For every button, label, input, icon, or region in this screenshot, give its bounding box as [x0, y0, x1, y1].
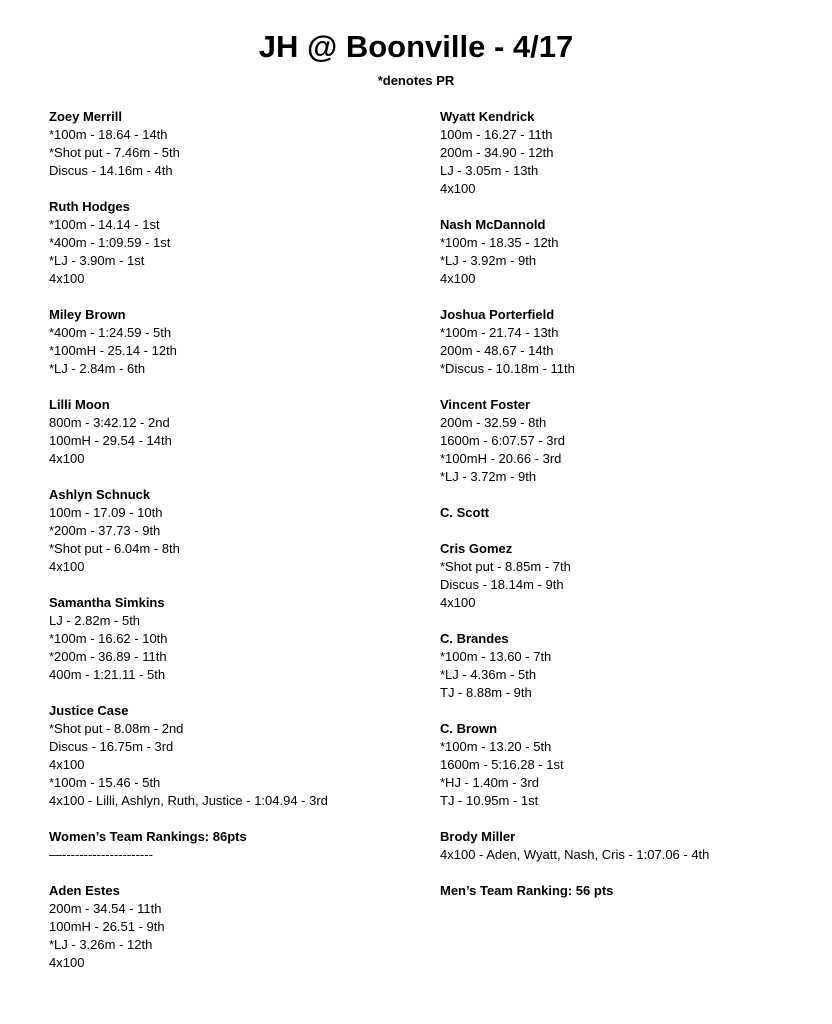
left-column	[49, 108, 419, 972]
event-result: *200m - 36.89 - 11th	[49, 649, 167, 664]
event-result: 4x100	[49, 955, 85, 970]
event-result: 4x100	[440, 595, 476, 610]
athlete-name: Vincent Foster	[440, 397, 531, 412]
event-result: *100m - 14.14 - 1st	[49, 217, 160, 232]
athlete-name: Justice Case	[49, 703, 129, 718]
right-column	[440, 108, 810, 900]
event-result: *LJ - 4.36m - 5th	[440, 667, 537, 682]
athlete-name: Lilli Moon	[49, 397, 110, 412]
event-result: *Shot put - 8.85m - 7th	[440, 559, 571, 574]
event-result: Discus - 14.16m - 4th	[49, 163, 173, 178]
athlete-block	[440, 216, 810, 288]
athlete-name: C. Scott	[440, 505, 490, 520]
event-result: TJ - 10.95m - 1st	[440, 793, 539, 808]
men-team-ranking: Men’s Team Ranking: 56 pts	[440, 883, 614, 898]
event-result: 4x100	[49, 559, 85, 574]
event-result: *100mH - 20.66 - 3rd	[440, 451, 562, 466]
event-result: 1600m - 6:07.57 - 3rd	[440, 433, 566, 448]
athlete-name: Brody Miller	[440, 829, 516, 844]
event-result: 200m - 34.54 - 11th	[49, 901, 162, 916]
event-result: 800m - 3:42.12 - 2nd	[49, 415, 170, 430]
event-result: *100m - 18.64 - 14th	[49, 127, 168, 142]
athlete-block	[49, 702, 419, 792]
athlete-name: Zoey Merrill	[49, 109, 122, 124]
event-result: Discus - 18.14m - 9th	[440, 577, 564, 592]
event-result: 100mH - 29.54 - 14th	[49, 433, 172, 448]
athlete-name: C. Brown	[440, 721, 498, 736]
event-result: *LJ - 3.72m - 9th	[440, 469, 537, 484]
event-result: 200m - 34.90 - 12th	[440, 145, 554, 160]
event-result: *LJ - 3.92m - 9th	[440, 253, 537, 268]
event-result: *400m - 1:24.59 - 5th	[49, 325, 172, 340]
athlete-name: Wyatt Kendrick	[440, 109, 535, 124]
athlete-block	[440, 828, 810, 846]
athlete-name: Samantha Simkins	[49, 595, 165, 610]
event-result: Discus - 16.75m - 3rd	[49, 739, 174, 754]
athlete-block	[49, 108, 419, 180]
event-result: 100m - 16.27 - 11th	[440, 127, 553, 142]
event-result: *400m - 1:09.59 - 1st	[49, 235, 171, 250]
athlete-block	[49, 882, 419, 972]
athlete-block	[440, 720, 810, 810]
athlete-name: C. Brandes	[440, 631, 509, 646]
event-result: 200m - 48.67 - 14th	[440, 343, 554, 358]
event-result: 4x100	[49, 271, 85, 286]
athlete-block	[49, 594, 419, 684]
event-result: 200m - 32.59 - 8th	[440, 415, 547, 430]
athlete-name: Aden Estes	[49, 883, 120, 898]
event-result: *200m - 37.73 - 9th	[49, 523, 161, 538]
event-result: *100m - 18.35 - 12th	[440, 235, 559, 250]
women-relay-result: 4x100 - Lilli, Ashlyn, Ruth, Justice - 1:04.94 - 3rd	[49, 793, 328, 808]
event-result: 4x100	[49, 757, 85, 772]
event-result: 4x100	[440, 271, 476, 286]
event-result: 4x100	[440, 181, 476, 196]
event-result: LJ - 2.82m - 5th	[49, 613, 141, 628]
pr-legend: *denotes PR	[377, 73, 455, 88]
event-result: 400m - 1:21.11 - 5th	[49, 667, 166, 682]
athlete-block	[49, 198, 419, 288]
event-result: 1600m - 5:16.28 - 1st	[440, 757, 564, 772]
athlete-block	[49, 486, 419, 576]
athlete-name: Cris Gomez	[440, 541, 513, 556]
page-title: JH @ Boonville - 4/17	[258, 29, 574, 64]
men-athlete-list-continued	[49, 882, 419, 972]
event-result: *100m - 13.60 - 7th	[440, 649, 552, 664]
event-result: 4x100	[49, 451, 85, 466]
women-team-section	[49, 828, 419, 864]
event-result: *Shot put - 8.08m - 2nd	[49, 721, 184, 736]
athlete-block	[440, 540, 810, 612]
event-result: *Discus - 10.18m - 11th	[440, 361, 575, 376]
event-result: TJ - 8.88m - 9th	[440, 685, 532, 700]
athlete-block	[440, 108, 810, 198]
men-relay-result: 4x100 - Aden, Wyatt, Nash, Cris - 1:07.06 - 4th	[440, 847, 710, 862]
athlete-name: Ashlyn Schnuck	[49, 487, 151, 502]
athlete-name: Miley Brown	[49, 307, 126, 322]
event-result: *100mH - 25.14 - 12th	[49, 343, 177, 358]
athlete-block	[440, 306, 810, 378]
athlete-block	[440, 630, 810, 702]
event-result: *100m - 21.74 - 13th	[440, 325, 559, 340]
athlete-name: Nash McDannold	[440, 217, 546, 232]
event-result: *100m - 13.20 - 5th	[440, 739, 552, 754]
men-athlete-list	[440, 108, 810, 846]
athlete-block	[440, 396, 810, 486]
women-team-ranking: Women’s Team Rankings: 86pts	[49, 829, 247, 844]
event-result: *Shot put - 7.46m - 5th	[49, 145, 180, 160]
women-athlete-list	[49, 108, 419, 792]
event-result: *LJ - 2.84m - 6th	[49, 361, 146, 376]
event-result: *HJ - 1.40m - 3rd	[440, 775, 539, 790]
event-result: LJ - 3.05m - 13th	[440, 163, 539, 178]
event-result: *LJ - 3.90m - 1st	[49, 253, 145, 268]
event-result: 100mH - 26.51 - 9th	[49, 919, 165, 934]
event-result: *100m - 16.62 - 10th	[49, 631, 168, 646]
event-result: *Shot put - 6.04m - 8th	[49, 541, 180, 556]
event-result: 100m - 17.09 - 10th	[49, 505, 163, 520]
athlete-name: Joshua Porterfield	[440, 307, 555, 322]
athlete-name: Ruth Hodges	[49, 199, 130, 214]
event-result: *LJ - 3.26m - 12th	[49, 937, 153, 952]
athlete-block	[440, 504, 810, 522]
athlete-block	[49, 306, 419, 378]
athlete-block	[49, 396, 419, 468]
event-result: *100m - 15.46 - 5th	[49, 775, 161, 790]
section-divider: —---------------------	[49, 847, 153, 862]
